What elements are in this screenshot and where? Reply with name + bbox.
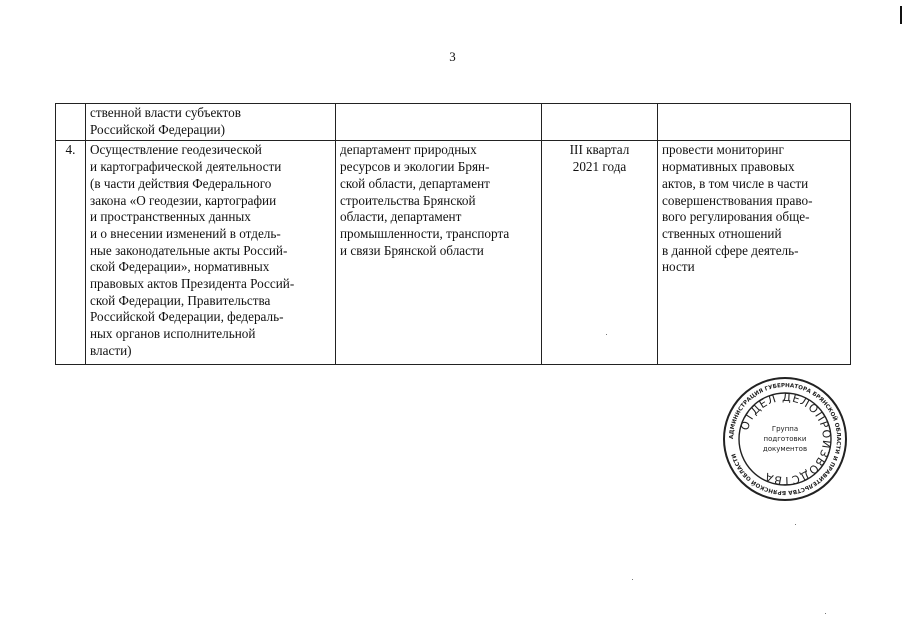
activity-area-cell: Осуществление геодезической и картографической деятельности (в части действия Федерального закона «О геодезии, картографии и пространственных данных и о внесении изменений в отдель- ные законодательные акты Россий- ской Федерации», нормативных правовых актов Президента Россий- ской Федерации, Правительства Российской Федерации, федераль- ных органов исполнительной власти) (86, 141, 336, 365)
scan-speck (795, 524, 796, 525)
row-number-cell: 4. (56, 141, 86, 365)
page-number: 3 (449, 49, 456, 64)
stamp-outer-text: АДМИНИСТРАЦИЯ ГУБЕРНАТОРА БРЯНСКОЙ ОБЛАСТИ И ПРАВИТЕЛЬСТВА БРЯНСКОЙ ОБЛАСТИ (728, 382, 842, 496)
responsible-cell (336, 104, 542, 141)
scan-edge-mark (900, 6, 902, 24)
deadline-cell (542, 104, 658, 141)
row-number-cell (56, 104, 86, 141)
responsible-cell: департамент природных ресурсов и экологии Брян- ской области, департамент строительства Брянской области, департамент промышленности, транспорта и связи Брянской области (336, 141, 542, 365)
office-stamp (722, 376, 848, 502)
measures-table (55, 103, 851, 365)
action-cell (658, 104, 851, 141)
scan-speck (606, 334, 607, 335)
table-row (56, 104, 851, 141)
scan-speck (632, 579, 633, 580)
action-cell: провести мониторинг нормативных правовых актов, в том числе в части совершенствования право- вого регулирования обще- ственных отношений в данной сфере деятель- ности (658, 141, 851, 365)
table-row (56, 141, 851, 365)
stamp-middle-text: ОТДЕЛ ДЕЛОПРОИЗВОДСТВА (738, 390, 834, 488)
stamp-center-line-1: Группа (771, 425, 799, 433)
scan-speck (825, 613, 826, 614)
activity-area-cell: ственной власти субъектов Российской Федерации) (86, 104, 336, 141)
stamp-center-line-3: документов (762, 445, 808, 453)
stamp-center-line-2: подготовки (763, 435, 807, 443)
deadline-cell: III квартал 2021 года (542, 141, 658, 365)
